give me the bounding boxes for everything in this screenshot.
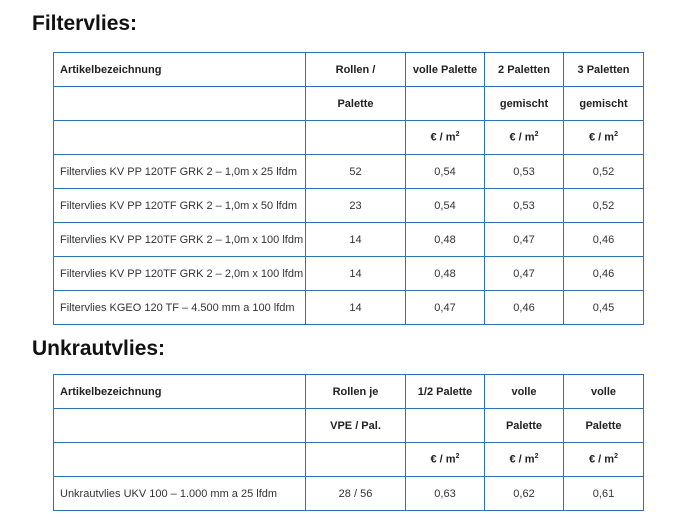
price-cell: 0,54	[406, 189, 485, 223]
table-row	[54, 291, 644, 325]
unit-exponent: 2	[455, 131, 460, 139]
article-name: Filtervlies KV PP 120TF GRK 2 – 2,0m x 100 lfdm	[54, 257, 306, 291]
unit-cell	[406, 443, 485, 477]
filtervlies-title: Filtervlies:	[32, 12, 138, 35]
price-cell: 0,46	[485, 291, 564, 325]
unit-exponent: 2	[534, 131, 539, 139]
price-cell: 0,48	[406, 223, 485, 257]
unit-cell	[485, 443, 564, 477]
header-cell: 3 Paletten	[564, 53, 644, 87]
header-cell: gemischt	[564, 87, 644, 121]
table-header-row	[54, 87, 644, 121]
header-cell: Palette	[564, 409, 644, 443]
rolls-per-unit: 28 / 56	[306, 477, 406, 511]
price-cell: 0,48	[406, 257, 485, 291]
unit-cell-empty	[54, 121, 306, 155]
price-cell: 0,46	[564, 223, 644, 257]
rolls-per-pallet: 14	[306, 257, 406, 291]
unit-label: € / m	[509, 131, 535, 144]
header-cell: volle Palette	[406, 53, 485, 87]
header-cell: Palette	[306, 87, 406, 121]
unit-exponent: 2	[614, 131, 618, 139]
table-row	[54, 155, 644, 189]
header-cell: Artikelbezeichnung	[54, 53, 306, 87]
unit-cell	[564, 443, 644, 477]
price-cell: 0,53	[485, 189, 564, 223]
price-cell: 0,47	[406, 291, 485, 325]
header-cell	[54, 409, 306, 443]
unit-cell	[406, 121, 485, 155]
header-cell: gemischt	[485, 87, 564, 121]
header-cell: Rollen /	[306, 53, 406, 87]
header-cell: Artikelbezeichnung	[54, 375, 306, 409]
unit-label: € / m	[509, 453, 535, 466]
article-name: Unkrautvlies UKV 100 – 1.000 mm a 25 lfdm	[54, 477, 306, 511]
rolls-per-pallet: 14	[306, 223, 406, 257]
unit-label: € / m	[430, 131, 456, 144]
header-cell: VPE / Pal.	[306, 409, 406, 443]
header-cell	[54, 87, 306, 121]
price-cell: 0,45	[564, 291, 644, 325]
table-header-row	[54, 375, 644, 409]
unit-cell-empty	[306, 443, 406, 477]
price-cell: 0,52	[564, 155, 644, 189]
unit-label: € / m	[430, 453, 456, 466]
article-name: Filtervlies KV PP 120TF GRK 2 – 1,0m x 25 lfdm	[54, 155, 306, 189]
unit-cell	[485, 121, 564, 155]
rolls-per-pallet: 23	[306, 189, 406, 223]
unit-cell	[564, 121, 644, 155]
article-name: Filtervlies KGEO 120 TF – 4.500 mm a 100 lfdm	[54, 291, 306, 325]
unkrautvlies-price-table	[53, 374, 644, 511]
article-name: Filtervlies KV PP 120TF GRK 2 – 1,0m x 100 lfdm	[54, 223, 306, 257]
unit-exponent: 2	[455, 453, 460, 461]
table-row	[54, 223, 644, 257]
header-cell: 1/2 Palette	[406, 375, 485, 409]
price-cell: 0,53	[485, 155, 564, 189]
price-cell: 0,47	[485, 223, 564, 257]
table-row	[54, 257, 644, 291]
unkrautvlies-title: Unkrautvlies:	[32, 337, 166, 360]
table-header-row	[54, 53, 644, 87]
unit-cell-empty	[54, 443, 306, 477]
price-cell: 0,52	[564, 189, 644, 223]
unit-label: € / m	[589, 453, 615, 466]
price-cell: 0,63	[406, 477, 485, 511]
header-cell: Rollen je	[306, 375, 406, 409]
price-cell: 0,47	[485, 257, 564, 291]
price-cell: 0,46	[564, 257, 644, 291]
header-cell: 2 Paletten	[485, 53, 564, 87]
table-unit-row	[54, 443, 644, 477]
unit-exponent: 2	[614, 453, 618, 461]
price-cell: 0,62	[485, 477, 564, 511]
header-cell: volle	[485, 375, 564, 409]
unit-exponent: 2	[534, 453, 539, 461]
table-unit-row	[54, 121, 644, 155]
header-cell: Palette	[485, 409, 564, 443]
price-cell: 0,61	[564, 477, 644, 511]
table-header-row	[54, 409, 644, 443]
table-row	[54, 189, 644, 223]
header-cell: volle	[564, 375, 644, 409]
unit-cell-empty	[306, 121, 406, 155]
price-cell: 0,54	[406, 155, 485, 189]
unit-label: € / m	[589, 131, 615, 144]
article-name: Filtervlies KV PP 120TF GRK 2 – 1,0m x 50 lfdm	[54, 189, 306, 223]
filtervlies-price-table	[53, 52, 644, 325]
rolls-per-pallet: 14	[306, 291, 406, 325]
table-row	[54, 477, 644, 511]
header-cell	[406, 409, 485, 443]
header-cell	[406, 87, 485, 121]
rolls-per-pallet: 52	[306, 155, 406, 189]
